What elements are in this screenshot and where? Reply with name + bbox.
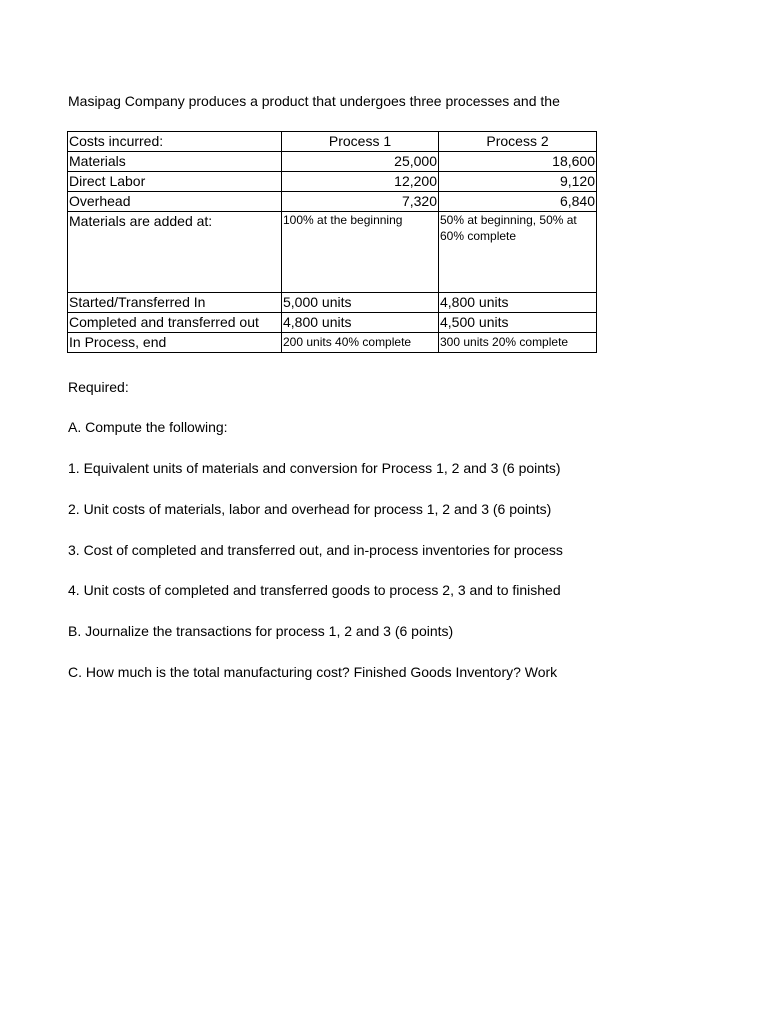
header-process-2: Process 2 — [439, 132, 597, 152]
table-row — [68, 293, 597, 313]
materials-added-label: Materials are added at: — [68, 212, 282, 293]
question-item: 2. Unit costs of materials, labor and overhead for process 1, 2 and 3 (6 points) — [68, 501, 552, 517]
materials-added-process-2: 50% at beginning, 50% at 60% complete — [439, 212, 597, 293]
row-label: Started/Transferred In — [68, 293, 282, 313]
process-2-value: 6,840 — [439, 192, 597, 212]
part-b-heading: B. Journalize the transactions for process 1, 2 and 3 (6 points) — [68, 623, 454, 639]
process-1-units: 5,000 units — [282, 293, 439, 313]
part-a-heading: A. Compute the following: — [68, 419, 228, 435]
process-1-value: 12,200 — [282, 172, 439, 192]
process-2-units: 4,800 units — [439, 293, 597, 313]
row-label: Overhead — [68, 192, 282, 212]
process-cost-table — [67, 131, 597, 353]
process-2-units: 300 units 20% complete — [439, 333, 597, 353]
row-label: Materials — [68, 152, 282, 172]
header-label: Costs incurred: — [68, 132, 282, 152]
table-header-row — [68, 132, 597, 152]
process-2-value: 9,120 — [439, 172, 597, 192]
row-label: Completed and transferred out — [68, 313, 282, 333]
process-1-value: 7,320 — [282, 192, 439, 212]
part-c-heading: C. How much is the total manufacturing cost? Finished Goods Inventory? Work — [68, 664, 558, 680]
process-2-value: 18,600 — [439, 152, 597, 172]
process-2-units: 4,500 units — [439, 313, 597, 333]
header-process-1: Process 1 — [282, 132, 439, 152]
row-label: In Process, end — [68, 333, 282, 353]
process-1-units: 4,800 units — [282, 313, 439, 333]
question-item: 4. Unit costs of completed and transferred goods to process 2, 3 and to finished — [68, 582, 561, 598]
materials-added-row — [68, 212, 597, 293]
intro-text: Masipag Company produces a product that undergoes three processes and the — [68, 93, 560, 109]
materials-added-process-1: 100% at the beginning — [282, 212, 439, 293]
process-1-units: 200 units 40% complete — [282, 333, 439, 353]
table-row — [68, 192, 597, 212]
table-row — [68, 152, 597, 172]
table-row — [68, 172, 597, 192]
process-1-value: 25,000 — [282, 152, 439, 172]
table-row — [68, 313, 597, 333]
row-label: Direct Labor — [68, 172, 282, 192]
question-item: 1. Equivalent units of materials and conversion for Process 1, 2 and 3 (6 points) — [68, 460, 561, 476]
table-row — [68, 333, 597, 353]
question-item: 3. Cost of completed and transferred out, and in-process inventories for process — [68, 542, 563, 558]
required-heading: Required: — [68, 379, 129, 395]
